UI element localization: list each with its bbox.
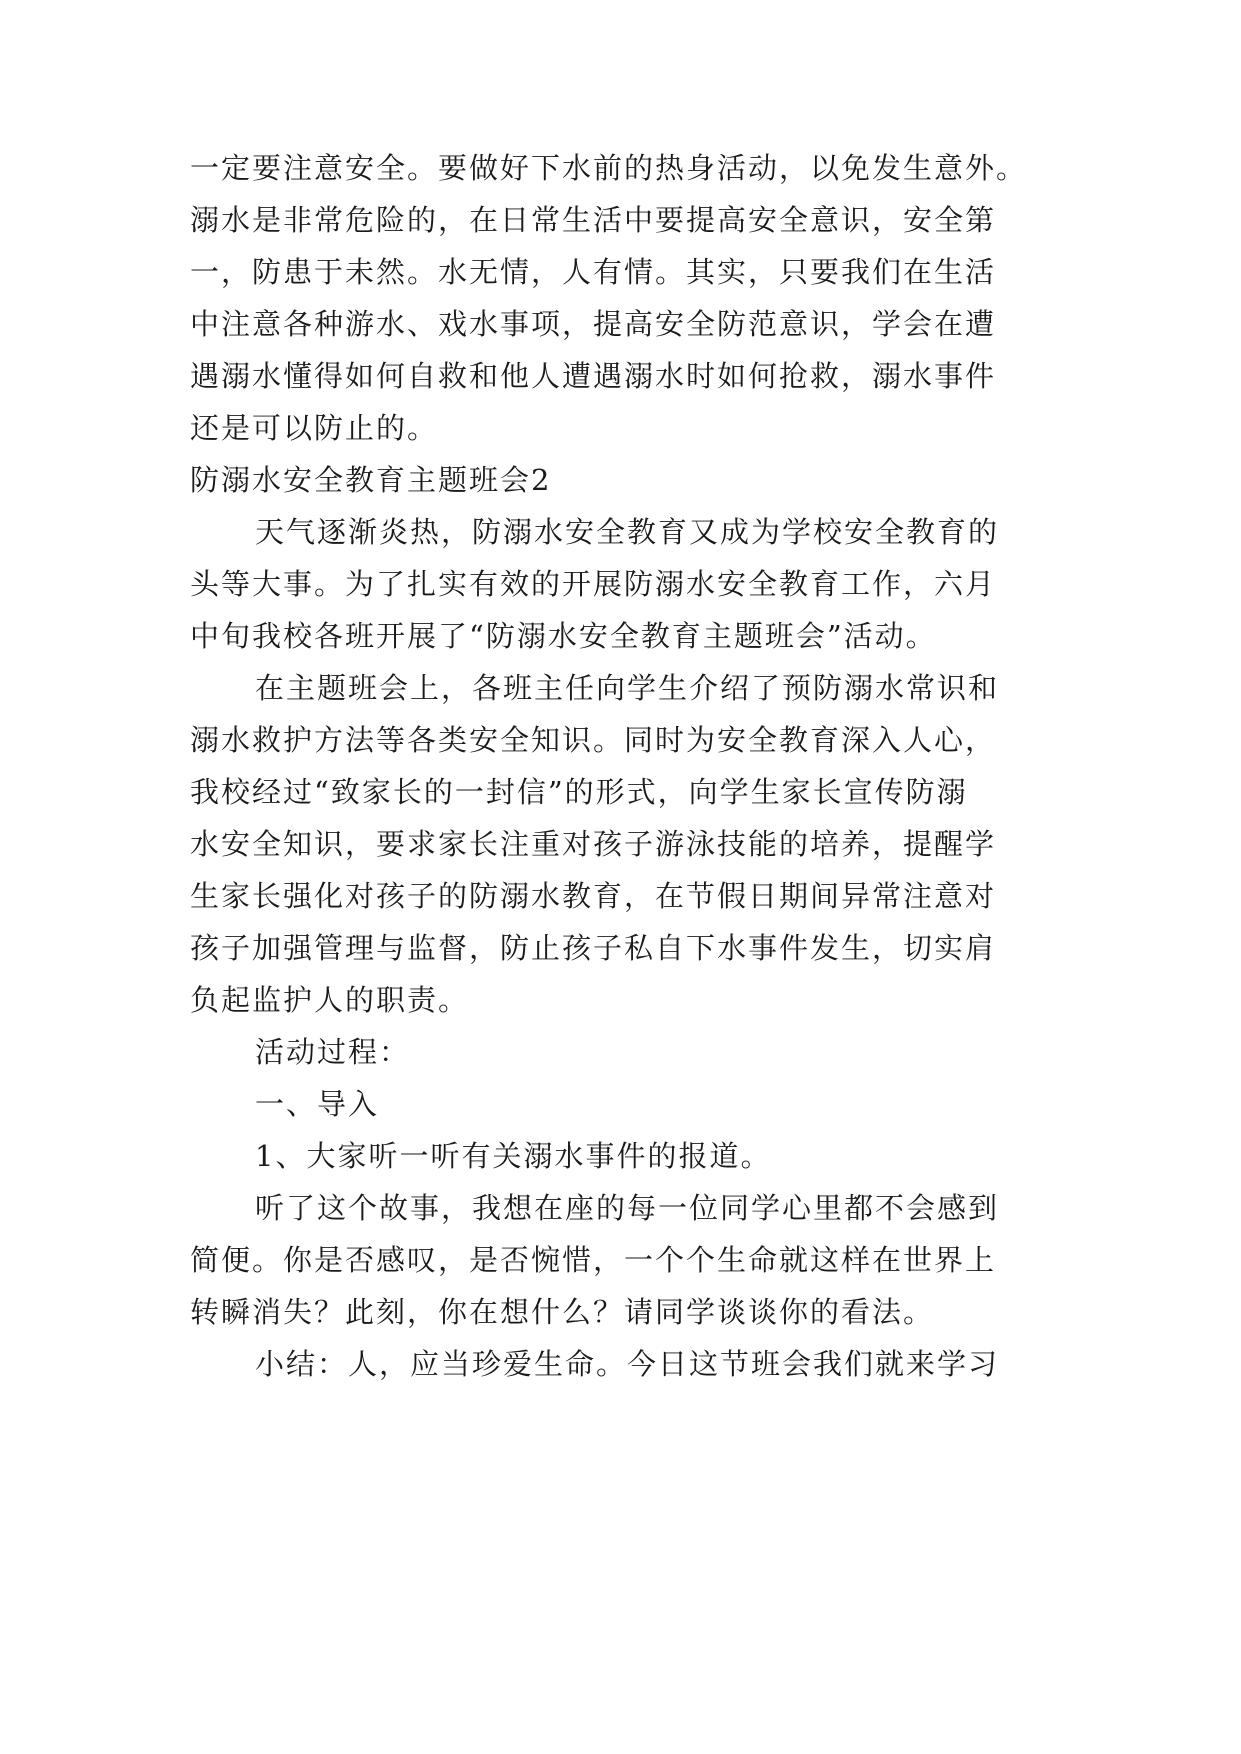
text-line: 头等大事。为了扎实有效的开展防溺水安全教育工作，六月 (190, 567, 997, 601)
text-line: 中旬我校各班开展了“防溺水安全教育主题班会”活动。 (190, 619, 937, 653)
text-line: 活动过程： (255, 1035, 411, 1069)
text-line: 水安全知识，要求家长注重对孩子游泳技能的培养，提醒学 (190, 827, 997, 861)
text-line: 负起监护人的职责。 (190, 983, 470, 1017)
text-line: 在主题班会上，各班主任向学生介绍了预防溺水常识和 (255, 671, 1000, 705)
text-line: 遇溺水懂得如何自救和他人遭遇溺水时如何抢救，溺水事件 (190, 359, 997, 393)
text-line: 转瞬消失？此刻，你在想什么？请同学谈谈你的看法。 (190, 1295, 935, 1329)
text-line: 小结：人，应当珍爱生命。今日这节班会我们就来学习 (255, 1347, 1000, 1381)
text-line: 天气逐渐炎热，防溺水安全教育又成为学校安全教育的 (255, 515, 1000, 549)
text-line: 简便。你是否感叹，是否惋惜，一个个生命就这样在世界上 (190, 1243, 997, 1277)
text-line: 溺水是非常危险的，在日常生活中要提高安全意识，安全第 (190, 203, 997, 237)
text-line: 一定要注意安全。要做好下水前的热身活动，以免发生意外。 (190, 151, 1028, 185)
text-line: 听了这个故事，我想在座的每一位同学心里都不会感到 (255, 1191, 1000, 1225)
text-line: 1、大家听一听有关溺水事件的报道。 (255, 1139, 772, 1173)
text-line: 我校经过“致家长的一封信”的形式，向学生家长宣传防溺 (190, 775, 968, 809)
section-heading: 防溺水安全教育主题班会2 (190, 463, 552, 497)
text-line: 溺水救护方法等各类安全知识。同时为安全教育深入人心， (190, 723, 997, 757)
text-line: 还是可以防止的。 (190, 411, 439, 445)
text-line: 孩子加强管理与监督，防止孩子私自下水事件发生，切实肩 (190, 931, 997, 965)
text-line: 一、导入 (255, 1087, 380, 1121)
text-line: 生家长强化对孩子的防溺水教育，在节假日期间异常注意对 (190, 879, 997, 913)
text-line: 中注意各种游水、戏水事项，提高安全防范意识，学会在遭 (190, 307, 997, 341)
text-line: 一，防患于未然。水无情，人有情。其实，只要我们在生活 (190, 255, 997, 289)
